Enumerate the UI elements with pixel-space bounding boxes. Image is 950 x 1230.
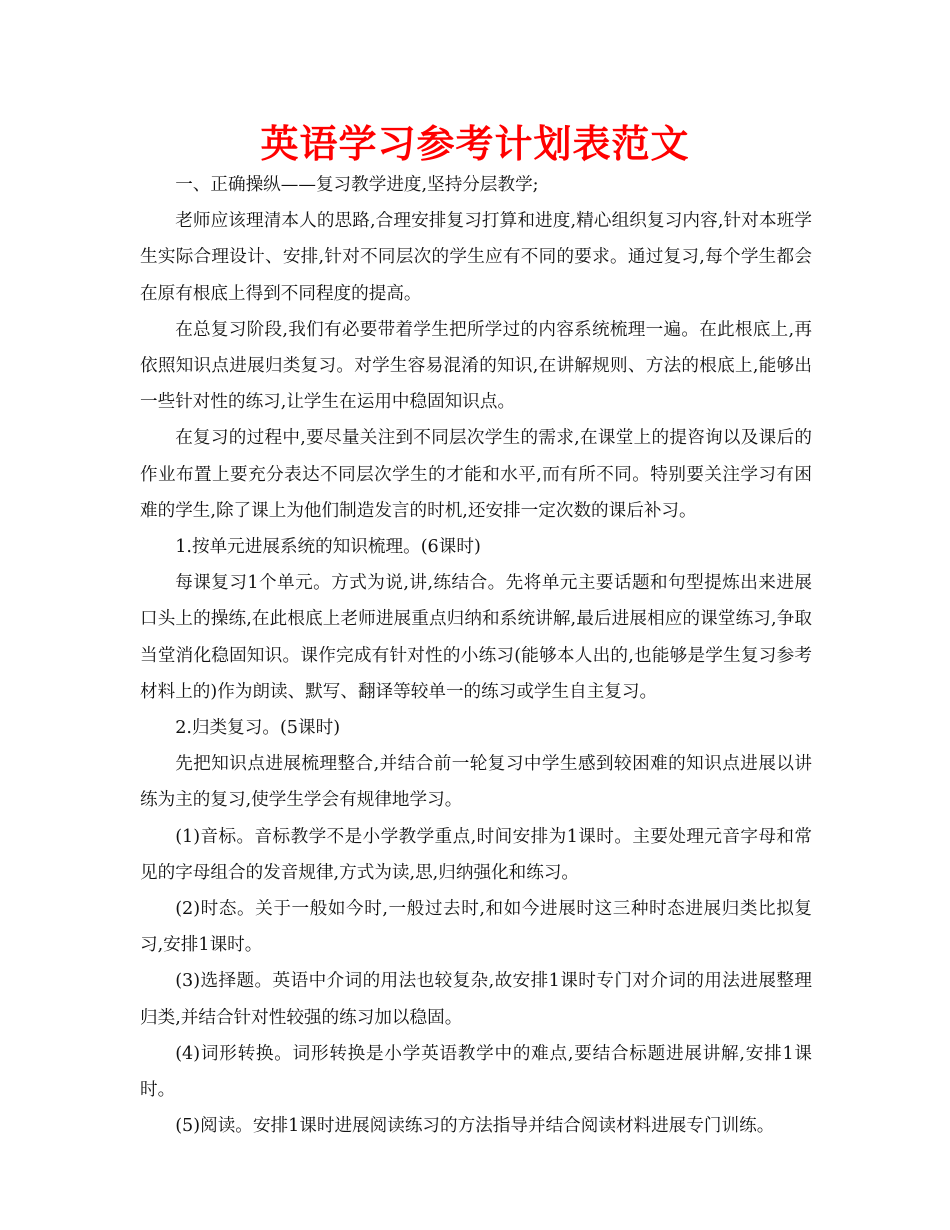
paragraph: 在总复习阶段,我们有必要带着学生把所学过的内容系统梳理一遍。在此根底上,再依照知识点进展归类复习。对学生容易混淆的知识,在讲解规则、方法的根底上,能够出一些针对性的练习,让学生在运用中稳固知识点。 [140, 319, 812, 413]
paragraph: (3)选择题。英语中介词的用法也较复杂,故安排1课时专门对介词的用法进展整理归类,并结合针对性较强的练习加以稳固。 [140, 971, 812, 1028]
paragraph: 先把知识点进展梳理整合,并结合前一轮复习中学生感到较困难的知识点进展以讲练为主的复习,使学生学会有规律地学习。 [140, 754, 812, 811]
paragraph: 一、正确操纵——复习教学进度,坚持分层教学; [175, 175, 539, 195]
paragraph: 2.归类复习。(5课时) [175, 718, 341, 739]
paragraph: 在复习的过程中,要尽量关注到不同层次学生的需求,在课堂上的提咨询以及课后的作业布置上要充分表达不同层次学生的才能和水平,而有所不同。特别要关注学习有困难的学生,除了课上为他们制造发言的时机,还安排一定次数的课后补习。 [140, 428, 812, 521]
document-body [140, 167, 812, 1144]
document-title: 英语学习参考计划表范文 [260, 122, 690, 166]
paragraph: 老师应该理清本人的思路,合理安排复习打算和进度,精心组织复习内容,针对本班学生实际合理设计、安排,针对不同层次的学生应有不同的要求。通过复习,每个学生都会在原有根底上得到不同程度的提高。 [140, 211, 812, 304]
paragraph: (1)音标。音标教学不是小学教学重点,时间安排为1课时。主要处理元音字母和常见的字母组合的发音规律,方式为读,思,归纳强化和练习。 [140, 826, 812, 883]
paragraph: (2)时态。关于一般如今时,一般过去时,和如今进展时这三种时态进展归类比拟复习,安排1课时。 [140, 899, 812, 956]
paragraph: 每课复习1个单元。方式为说,讲,练结合。先将单元主要话题和句型提炼出来进展口头上的操练,在此根底上老师进展重点归纳和系统讲解,最后进展相应的课堂练习,争取当堂消化稳固知识。课作完成有针对性的小练习(能够本人出的,也能够是学生复习参考材料上的)作为朗读、默写、翻译等较单一的练习或学生自主复习。 [140, 573, 812, 702]
paragraph: (4)词形转换。词形转换是小学英语教学中的难点,要结合标题进展讲解,安排1课时。 [140, 1043, 812, 1101]
paragraph: 1.按单元进展系统的知识梳理。(6课时) [175, 537, 481, 558]
paragraph: (5)阅读。安排1课时进展阅读练习的方法指导并结合阅读材料进展专门训练。 [175, 1116, 775, 1137]
